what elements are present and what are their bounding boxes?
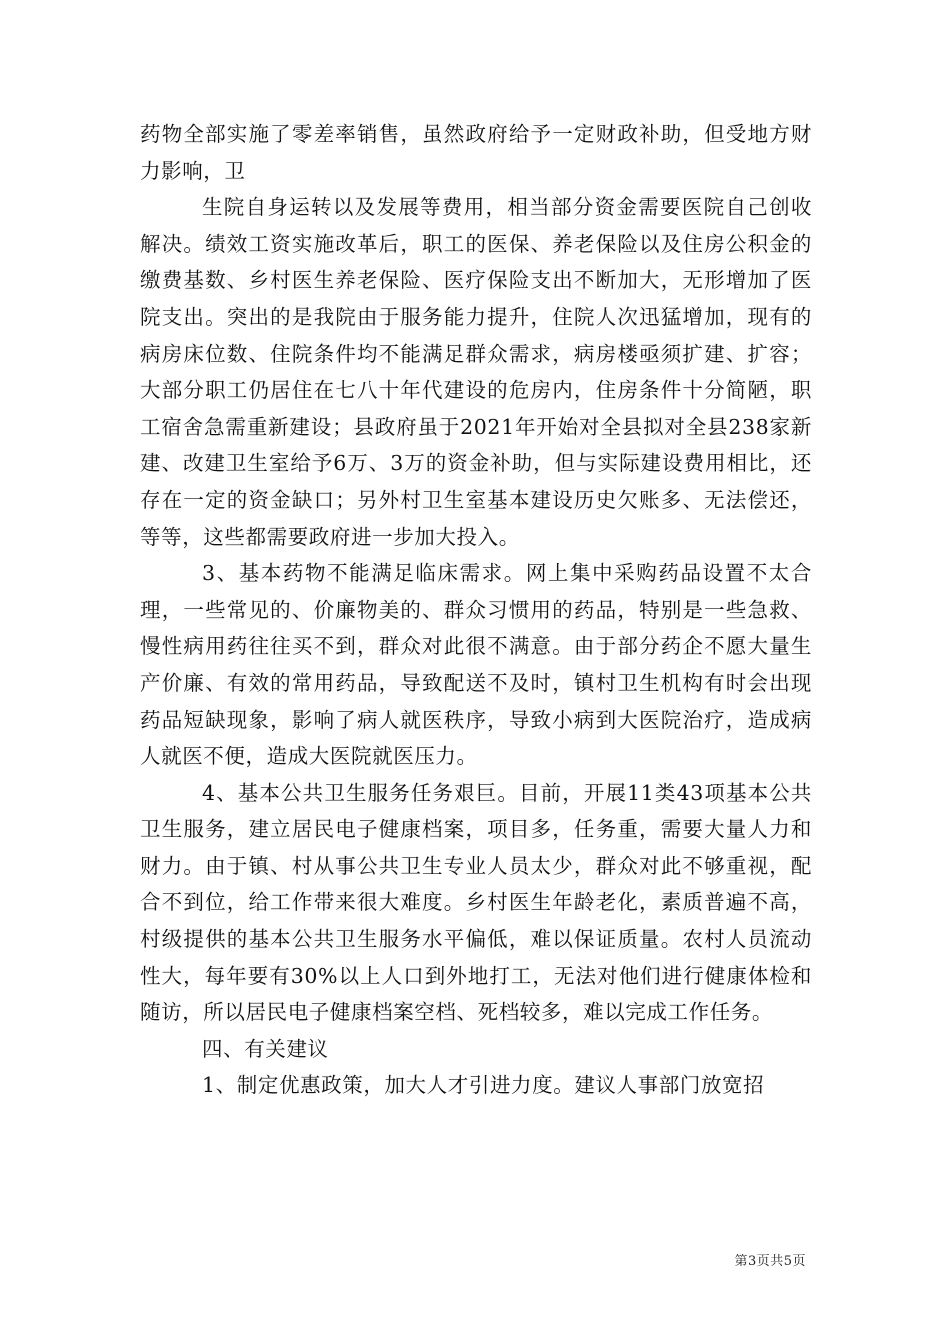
paragraph-essential-drugs: 3、基本药物不能满足临床需求。网上集中采购药品设置不太合理，一些常见的、价廉物美的、群众习惯用的药品，特别是一些急救、慢性病用药往往买不到，群众对此很不满意。由于部分药企不愿大量生产价廉、有效的常用药品，导致配送不及时，镇村卫生机构有时会出现药品短缺现象，影响了病人就医秩序，导致小病到大医院治疗，造成病人就医不便，造成大医院就医压力。 [140, 561, 812, 769]
paragraph-talent-policy: 1、制定优惠政策，加大人才引进力度。建议人事部门放宽招 [202, 1073, 765, 1098]
paragraph-continuation: 药物全部实施了零差率销售，虽然政府给予一定财政补助，但受地方财力影响，卫 [140, 122, 812, 183]
section-heading-suggestions: 四、有关建议 [202, 1036, 329, 1061]
page-number-footer: 第3页共5页 [734, 1254, 806, 1269]
document-body [140, 116, 812, 1104]
paragraph-public-health: 4、基本公共卫生服务任务艰巨。目前，开展11类43项基本公共卫生服务，建立居民电子健康档案，项目多，任务重，需要大量人力和财力。由于镇、村从事公共卫生专业人员太少，群众对此不够重视，配合不到位，给工作带来很大难度。乡村医生年龄老化，素质普遍不高，村级提供的基本公共卫生服务水平偏低，难以保证质量。农村人员流动性大，每年要有30%以上人口到外地打工，无法对他们进行健康体检和随访，所以居民电子健康档案空档、死档较多，难以完成工作任务。 [140, 780, 812, 1025]
paragraph-funding-pressure: 生院自身运转以及发展等费用，相当部分资金需要医院自己创收解决。绩效工资实施改革后，职工的医保、养老保险以及住房公积金的缴费基数、乡村医生养老保险、医疗保险支出不断加大，无形增加了医院支出。突出的是我院由于服务能力提升，住院人次迅猛增加，现有的病房床位数、住院条件均不能满足群众需求，病房楼亟须扩建、扩容；大部分职工仍居住在七八十年代建设的危房内，住房条件十分简陋，职工宿舍急需重新建设；县政府虽于2021年开始对全县拟对全县238家新建、改建卫生室给予6万、3万的资金补助，但与实际建设费用相比，还存在一定的资金缺口；另外村卫生室基本建设历史欠账多、无法偿还，等等，这些都需要政府进一步加大投入。 [140, 195, 812, 549]
